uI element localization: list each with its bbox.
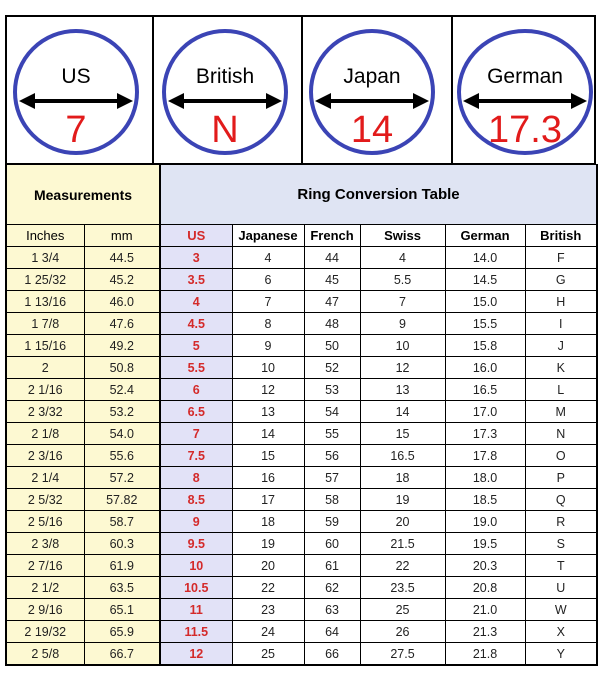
cell-french: 61 xyxy=(304,555,360,577)
cell-german: 15.8 xyxy=(445,335,525,357)
cell-us: 8 xyxy=(160,467,232,489)
cell-mm: 49.2 xyxy=(84,335,160,357)
cell-swiss: 19 xyxy=(360,489,445,511)
size-value: N xyxy=(211,109,239,151)
cell-inches: 2 7/16 xyxy=(6,555,84,577)
cell-british: S xyxy=(525,533,597,555)
cell-swiss: 23.5 xyxy=(360,577,445,599)
cell-us: 6 xyxy=(160,379,232,401)
cell-swiss: 15 xyxy=(360,423,445,445)
cell-german: 20.3 xyxy=(445,555,525,577)
cell-inches: 2 1/8 xyxy=(6,423,84,445)
table-row xyxy=(6,335,597,357)
cell-japanese: 20 xyxy=(232,555,304,577)
cell-german: 17.0 xyxy=(445,401,525,423)
size-cell-british xyxy=(152,17,301,163)
cell-british: Q xyxy=(525,489,597,511)
cell-japanese: 14 xyxy=(232,423,304,445)
column-header-japanese: Japanese xyxy=(232,225,304,247)
cell-british: F xyxy=(525,247,597,269)
cell-swiss: 7 xyxy=(360,291,445,313)
cell-french: 58 xyxy=(304,489,360,511)
cell-french: 52 xyxy=(304,357,360,379)
cell-swiss: 13 xyxy=(360,379,445,401)
cell-inches: 2 9/16 xyxy=(6,599,84,621)
cell-swiss: 16.5 xyxy=(360,445,445,467)
cell-french: 57 xyxy=(304,467,360,489)
double-arrow-icon xyxy=(19,93,133,109)
cell-inches: 1 13/16 xyxy=(6,291,84,313)
cell-swiss: 9 xyxy=(360,313,445,335)
cell-inches: 2 3/32 xyxy=(6,401,84,423)
cell-japanese: 17 xyxy=(232,489,304,511)
cell-french: 50 xyxy=(304,335,360,357)
cell-mm: 55.6 xyxy=(84,445,160,467)
cell-japanese: 18 xyxy=(232,511,304,533)
cell-german: 14.5 xyxy=(445,269,525,291)
column-header-swiss: Swiss xyxy=(360,225,445,247)
cell-inches: 2 5/16 xyxy=(6,511,84,533)
cell-british: R xyxy=(525,511,597,533)
cell-swiss: 26 xyxy=(360,621,445,643)
cell-us: 7.5 xyxy=(160,445,232,467)
cell-japanese: 8 xyxy=(232,313,304,335)
cell-japanese: 7 xyxy=(232,291,304,313)
cell-french: 62 xyxy=(304,577,360,599)
ring-conversion-table-wrap xyxy=(5,164,596,666)
cell-japanese: 24 xyxy=(232,621,304,643)
cell-french: 63 xyxy=(304,599,360,621)
size-label: German xyxy=(487,65,563,88)
cell-german: 14.0 xyxy=(445,247,525,269)
table-row xyxy=(6,555,597,577)
table-row xyxy=(6,401,597,423)
ring-circle xyxy=(309,29,435,155)
cell-us: 9.5 xyxy=(160,533,232,555)
cell-swiss: 20 xyxy=(360,511,445,533)
cell-swiss: 5.5 xyxy=(360,269,445,291)
cell-british: Y xyxy=(525,643,597,666)
ring-conversion-table xyxy=(5,164,598,666)
ring-circle xyxy=(162,29,288,155)
cell-german: 19.0 xyxy=(445,511,525,533)
cell-swiss: 22 xyxy=(360,555,445,577)
cell-japanese: 6 xyxy=(232,269,304,291)
cell-mm: 44.5 xyxy=(84,247,160,269)
cell-french: 59 xyxy=(304,511,360,533)
cell-british: I xyxy=(525,313,597,335)
cell-inches: 1 25/32 xyxy=(6,269,84,291)
cell-us: 11.5 xyxy=(160,621,232,643)
table-row xyxy=(6,247,597,269)
cell-mm: 57.2 xyxy=(84,467,160,489)
ring-circle xyxy=(457,29,593,155)
cell-french: 56 xyxy=(304,445,360,467)
cell-british: O xyxy=(525,445,597,467)
cell-british: U xyxy=(525,577,597,599)
cell-japanese: 10 xyxy=(232,357,304,379)
cell-japanese: 4 xyxy=(232,247,304,269)
size-label: British xyxy=(195,65,255,88)
cell-mm: 57.82 xyxy=(84,489,160,511)
cell-us: 4 xyxy=(160,291,232,313)
cell-us: 7 xyxy=(160,423,232,445)
cell-us: 6.5 xyxy=(160,401,232,423)
cell-us: 3.5 xyxy=(160,269,232,291)
table-row xyxy=(6,445,597,467)
cell-german: 19.5 xyxy=(445,533,525,555)
table-row xyxy=(6,357,597,379)
cell-french: 60 xyxy=(304,533,360,555)
cell-us: 10 xyxy=(160,555,232,577)
table-row xyxy=(6,599,597,621)
cell-japanese: 12 xyxy=(232,379,304,401)
cell-british: L xyxy=(525,379,597,401)
cell-british: M xyxy=(525,401,597,423)
cell-british: H xyxy=(525,291,597,313)
table-row xyxy=(6,269,597,291)
cell-mm: 46.0 xyxy=(84,291,160,313)
size-value: 14 xyxy=(350,109,394,151)
cell-swiss: 27.5 xyxy=(360,643,445,666)
ring-circle xyxy=(13,29,139,155)
column-header-us: US xyxy=(160,225,232,247)
size-value: 17.3 xyxy=(488,109,562,151)
cell-german: 16.5 xyxy=(445,379,525,401)
measurements-header: Measurements xyxy=(6,165,160,225)
cell-swiss: 18 xyxy=(360,467,445,489)
column-header-french: French xyxy=(304,225,360,247)
cell-inches: 2 1/16 xyxy=(6,379,84,401)
table-row xyxy=(6,511,597,533)
table-row xyxy=(6,291,597,313)
cell-us: 10.5 xyxy=(160,577,232,599)
cell-mm: 60.3 xyxy=(84,533,160,555)
cell-us: 5 xyxy=(160,335,232,357)
cell-german: 17.8 xyxy=(445,445,525,467)
cell-british: P xyxy=(525,467,597,489)
cell-french: 54 xyxy=(304,401,360,423)
cell-french: 53 xyxy=(304,379,360,401)
cell-us: 3 xyxy=(160,247,232,269)
cell-british: J xyxy=(525,335,597,357)
table-row xyxy=(6,467,597,489)
cell-japanese: 25 xyxy=(232,643,304,666)
cell-mm: 52.4 xyxy=(84,379,160,401)
cell-french: 55 xyxy=(304,423,360,445)
size-value: 7 xyxy=(65,109,87,151)
cell-swiss: 4 xyxy=(360,247,445,269)
cell-british: N xyxy=(525,423,597,445)
cell-japanese: 9 xyxy=(232,335,304,357)
cell-british: T xyxy=(525,555,597,577)
cell-mm: 50.8 xyxy=(84,357,160,379)
cell-british: X xyxy=(525,621,597,643)
cell-swiss: 14 xyxy=(360,401,445,423)
cell-inches: 1 3/4 xyxy=(6,247,84,269)
double-arrow-icon xyxy=(463,93,587,109)
cell-japanese: 13 xyxy=(232,401,304,423)
cell-us: 5.5 xyxy=(160,357,232,379)
cell-french: 45 xyxy=(304,269,360,291)
cell-inches: 2 1/2 xyxy=(6,577,84,599)
cell-mm: 53.2 xyxy=(84,401,160,423)
cell-inches: 2 xyxy=(6,357,84,379)
cell-inches: 1 7/8 xyxy=(6,313,84,335)
table-row xyxy=(6,643,597,666)
cell-british: W xyxy=(525,599,597,621)
cell-swiss: 21.5 xyxy=(360,533,445,555)
cell-swiss: 10 xyxy=(360,335,445,357)
cell-japanese: 23 xyxy=(232,599,304,621)
cell-mm: 58.7 xyxy=(84,511,160,533)
cell-inches: 1 15/16 xyxy=(6,335,84,357)
table-row xyxy=(6,423,597,445)
cell-french: 44 xyxy=(304,247,360,269)
cell-french: 48 xyxy=(304,313,360,335)
size-cell-japan xyxy=(301,17,451,163)
table-row xyxy=(6,621,597,643)
cell-german: 18.5 xyxy=(445,489,525,511)
cell-german: 18.0 xyxy=(445,467,525,489)
cell-mm: 65.9 xyxy=(84,621,160,643)
cell-us: 9 xyxy=(160,511,232,533)
cell-german: 21.0 xyxy=(445,599,525,621)
table-row xyxy=(6,577,597,599)
cell-british: K xyxy=(525,357,597,379)
cell-mm: 66.7 xyxy=(84,643,160,666)
size-label: US xyxy=(61,65,91,88)
cell-japanese: 19 xyxy=(232,533,304,555)
cell-german: 15.0 xyxy=(445,291,525,313)
cell-mm: 47.6 xyxy=(84,313,160,335)
conversion-table-title: Ring Conversion Table xyxy=(160,165,597,225)
cell-inches: 2 5/32 xyxy=(6,489,84,511)
cell-swiss: 12 xyxy=(360,357,445,379)
column-header-british: British xyxy=(525,225,597,247)
cell-mm: 61.9 xyxy=(84,555,160,577)
table-row xyxy=(6,533,597,555)
column-header-row xyxy=(6,225,597,247)
cell-us: 8.5 xyxy=(160,489,232,511)
cell-german: 15.5 xyxy=(445,313,525,335)
cell-inches: 2 5/8 xyxy=(6,643,84,666)
cell-german: 16.0 xyxy=(445,357,525,379)
cell-german: 21.3 xyxy=(445,621,525,643)
cell-mm: 63.5 xyxy=(84,577,160,599)
cell-swiss: 25 xyxy=(360,599,445,621)
cell-inches: 2 3/8 xyxy=(6,533,84,555)
cell-us: 12 xyxy=(160,643,232,666)
cell-german: 20.8 xyxy=(445,577,525,599)
cell-french: 64 xyxy=(304,621,360,643)
cell-french: 66 xyxy=(304,643,360,666)
double-arrow-icon xyxy=(315,93,429,109)
cell-japanese: 15 xyxy=(232,445,304,467)
column-header-inches: Inches xyxy=(6,225,84,247)
table-row xyxy=(6,379,597,401)
table-row xyxy=(6,489,597,511)
column-header-mm: mm xyxy=(84,225,160,247)
size-cell-german xyxy=(451,17,594,163)
table-row xyxy=(6,313,597,335)
cell-mm: 45.2 xyxy=(84,269,160,291)
size-panel xyxy=(5,15,596,165)
cell-british: G xyxy=(525,269,597,291)
cell-us: 4.5 xyxy=(160,313,232,335)
cell-japanese: 22 xyxy=(232,577,304,599)
cell-french: 47 xyxy=(304,291,360,313)
cell-inches: 2 19/32 xyxy=(6,621,84,643)
cell-german: 17.3 xyxy=(445,423,525,445)
cell-us: 11 xyxy=(160,599,232,621)
cell-mm: 65.1 xyxy=(84,599,160,621)
column-header-german: German xyxy=(445,225,525,247)
cell-japanese: 16 xyxy=(232,467,304,489)
double-arrow-icon xyxy=(168,93,282,109)
cell-mm: 54.0 xyxy=(84,423,160,445)
size-label: Japan xyxy=(343,65,401,88)
cell-inches: 2 1/4 xyxy=(6,467,84,489)
cell-inches: 2 3/16 xyxy=(6,445,84,467)
size-cell-us xyxy=(7,17,152,163)
cell-german: 21.8 xyxy=(445,643,525,666)
